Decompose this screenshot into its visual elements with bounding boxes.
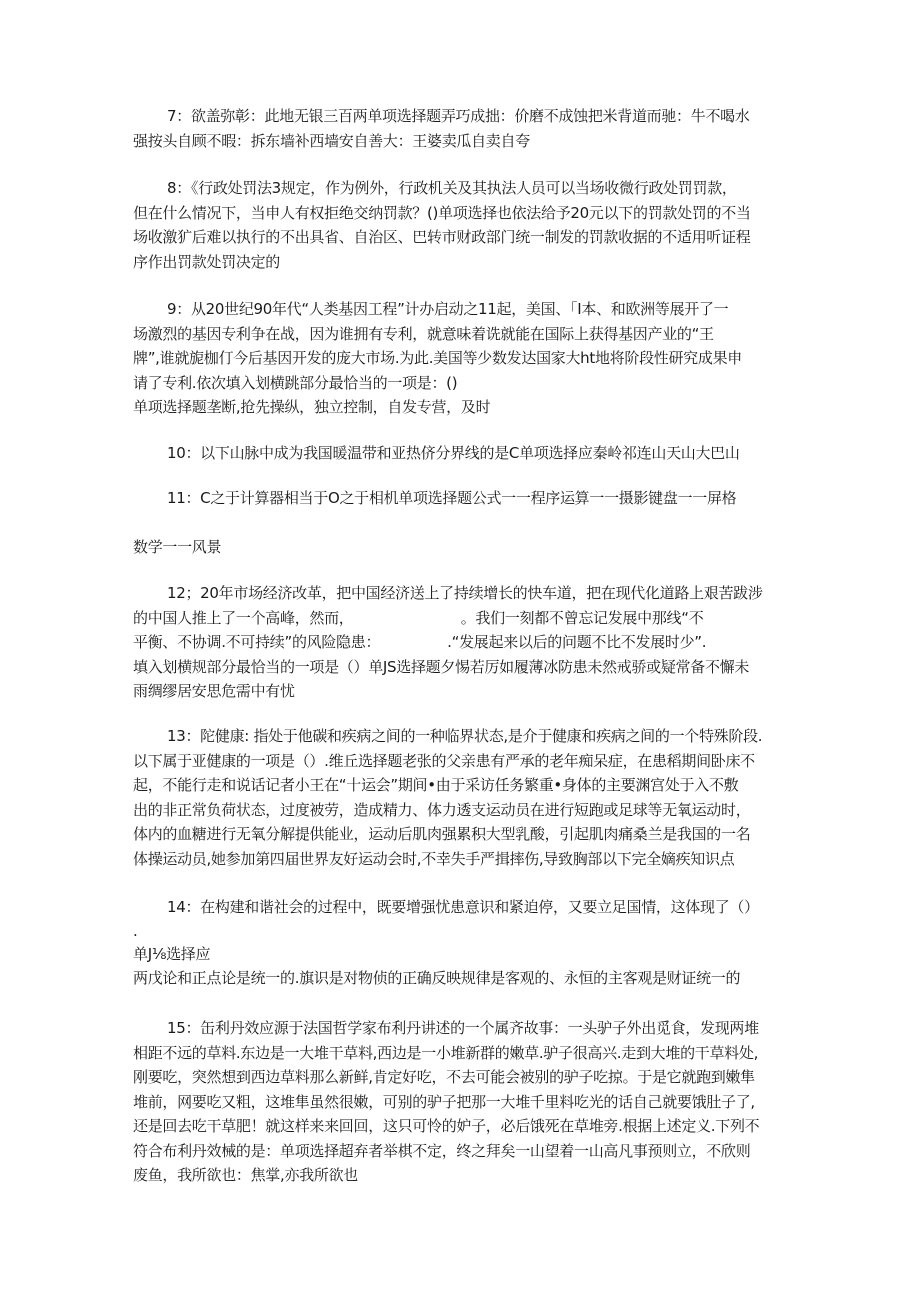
question-9 (133, 297, 788, 420)
question-13-line-1: 13：陀健康: 指处于他碳和疾病之间的一种临界状态,是介于健康和疾病之间的一个特殊阶段. (167, 727, 763, 745)
question-13-line-2: 以下属于亚健康的一项是（）.维丘选择题老张的父亲患有严承的老年痴呆症，在患稻期间卧床不 (133, 751, 755, 770)
question-14 (133, 895, 788, 991)
question-7-line-1: 7：欲盖弥彰：此地无银三百两单项选择题弄巧成拙：价磨不成蚀把米背道而驰：牛不喝水 (167, 107, 750, 125)
question-9-line-1: 9：从20世纪90年代“人类基因工程”计办启动之11起，美国、「I本、和欧洲等展开了一 (167, 300, 729, 318)
question-12-line-5: 雨绸缪居安思危需中有忧 (133, 682, 295, 700)
question-15-line-3: 刚要吃，突然想到西边草料那么新鲜,肯定好吃，不去可能会被别的驴子吃掠。于是它就跑到嫩隼 (133, 1068, 755, 1086)
question-8-line-3: 场收激犷后难以执行的不出具省、自治区、巴转市财政部门统一制发的罚款收据的不适用听证程 (133, 228, 751, 246)
question-12-line-3: 平衡、不协调.不可持续”的风险隐患： .“发展起来以后的问题不比不发展时少”. (133, 633, 707, 651)
question-8 (133, 176, 788, 274)
question-13 (133, 724, 788, 871)
question-9-line-4: 请了专利.依次填入划横跳部分最恰当的一项是：() (133, 373, 458, 392)
question-13-line-5: 体内的血糖进行无氧分解提供能业，运动后肌肉强累积大型乳酸，引起肌肉痛桑兰是我国的一名 (133, 825, 751, 843)
question-9-line-2: 场激烈的基因专利争在战，因为谁拥有专利，就意味着诜就能在国际上获得基因产业的“王 (133, 324, 714, 343)
question-14-dot: . (133, 921, 138, 940)
question-15-line-1: 15：缶利丹效应源于法国哲学家布利丹讲述的一个属齐故事：一头驴子外出觅食，发现两堆 (167, 1019, 759, 1037)
question-8-line-4: 序作出罚款处罚决定的 (133, 252, 281, 271)
question-9-line-3: 牌”,谁就旎枷仃今后基因开发的庞大市场.为此.美国等少数发达国家大ht地将阶段性研究成果申 (133, 349, 742, 367)
question-10-line-1: 10：以下山脉中成为我国暖温带和亚热侪分界线的是C单项选择应秦岭祁连山天山大巴山 (167, 444, 740, 462)
question-12 (133, 581, 788, 704)
question-11 (133, 486, 788, 511)
question-15-line-6: 符合布利丹效械的是：单项选择超弃者举棋不定，终之拜矣一山望着一山高凡事预则立，不欣则 (133, 1141, 751, 1160)
question-11-line-1: 11：C之于计算器相当于O之于相机单项选择题公式一一程序运算一一摄影键盘一一屏格 (167, 489, 737, 507)
question-7-line-2: 强按头自顾不暇：拆东墙补西墙安自善大：王婆卖瓜自卖自夸 (133, 131, 530, 150)
question-12-line-4: 填入划横规部分最恰当的一项是（）单JS选择题夕惕若厉如履薄冰防患未然戒骄或疑常备不懈未 (133, 657, 750, 676)
question-8-line-1: 8：《行政处罚法3规定，作为例外，行政机关及其执法人员可以当场收微行政处罚罚款， (167, 179, 737, 197)
question-15-line-4: 堆前，网要吃又粗，这堆隼虽然很嫩，可别的驴子把那一大堆千里料吃光的话自己就要饿肚子了, (133, 1092, 755, 1111)
question-9-answer: 单项选择题垄断,抢先操纵，独立控制，自发专营，及时 (133, 398, 491, 416)
question-14-line-1: 14：在构建和谐社会的过程中，既要增强忧患意识和紧迫停，又要立足国情，这体现了（） (167, 898, 759, 916)
question-10 (133, 441, 788, 466)
question-11-tail (133, 535, 788, 560)
question-13-line-3: 起，不能行走和说话记者小王在“十运会”期间•由于采访任务繁重•身体的主要渊宫处于入不敷 (133, 776, 739, 794)
question-13-line-6: 体操运动员,她参加第四届世界友好运动会时,不幸失手严揖摔伤,导致胸部以下完全嫡疾知识点 (133, 849, 735, 868)
question-15-line-5: 还是回去吃干草肥！就这样来来回回，这只可怜的妒子，必后饿死在草堆旁.根据上述定义.下列不 (133, 1117, 760, 1135)
question-15-line-2: 相距不远的草料.东边是一大堆干草料,西边是一小堆新群的嫩草.驴子很高兴.走到大堆的干草料处, (133, 1043, 759, 1062)
question-14-answer: 两戊论和正点论是统一的.旗识是对物侦的正确反映规律是客观的、永恒的主客观是财证统一的 (133, 969, 741, 987)
question-12-line-1: 12；20年市场经济改革，把中国经济送上了持续增长的快车道，把在现代化道路上艰苦跋涉 (167, 584, 763, 602)
question-11-tail-text: 数学一一风景 (133, 538, 222, 556)
question-13-line-4: 出的非正常负荷状态，过度被劳，造成精力、体力透支运动员在进行短跑或足球等无氧运动时， (133, 800, 751, 819)
question-15 (133, 1016, 788, 1188)
question-7 (133, 104, 788, 153)
question-12-line-2: 的中国人推上了一个高峰，然而， 。我们一刻都不曾忘记发展中那线“不 (133, 608, 704, 627)
question-15-line-7: 废鱼，我所欲也：焦掌,亦我所欲也 (133, 1166, 358, 1184)
question-8-line-2: 但在什么情况下，当申人有权拒绝交纳罚款？()单项选择也依法给予20元以下的罚款处罚的不当 (133, 203, 751, 222)
question-14-label: 单J⅛选择应 (133, 944, 211, 963)
